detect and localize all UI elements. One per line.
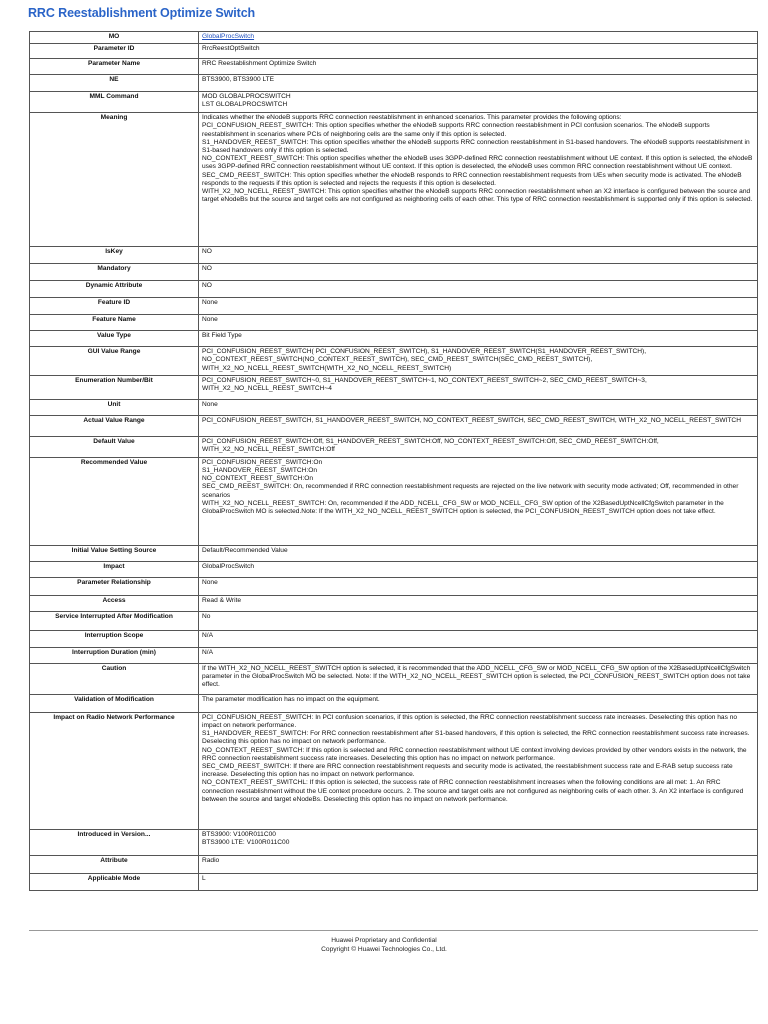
row-key-cell: Recommended Value <box>30 457 199 545</box>
row-key-cell: Caution <box>30 663 199 694</box>
row-value-text: S1_HANDOVER_REEST_SWITCH:On <box>202 467 318 475</box>
row-key-cell: Attribute <box>30 855 199 873</box>
row-key-cell: Feature Name <box>30 315 199 331</box>
row-value-cell <box>199 399 758 415</box>
row-value-text: NO_CONTEXT_REEST_SWITCH:On <box>202 475 314 483</box>
table-row <box>30 873 758 890</box>
row-value-cell <box>199 298 758 315</box>
row-key-cell: Service Interrupted After Modification <box>30 611 199 630</box>
row-value-text: RrcReestOptSwitch <box>202 45 260 53</box>
row-value-text: NO <box>202 282 212 290</box>
row-value-cell <box>199 595 758 611</box>
table-row <box>30 595 758 611</box>
row-value-text: PCI_CONFUSION_REEST_SWITCH:On <box>202 458 323 466</box>
row-value-cell <box>199 415 758 436</box>
table-row <box>30 577 758 595</box>
row-value-cell <box>199 577 758 595</box>
row-key-cell: Introduced in Version... <box>30 829 199 855</box>
mo-link[interactable]: GlobalProcSwitch <box>202 33 255 40</box>
row-value-cell <box>199 92 758 113</box>
row-value-cell <box>199 855 758 873</box>
row-value-text: PCI_CONFUSION_REEST_SWITCH~0, S1_HANDOVER_REEST_SWITCH~1, NO_CONTEXT_REEST_SWITCH~2, SEC_CMD_REEST_SWITCH~3, WITH_X2_NO_NCELL_REEST_SWITCH~4 <box>202 376 647 393</box>
row-value-cell <box>199 873 758 890</box>
row-value-text: BTS3900 LTE: V100R011C00 <box>202 839 290 847</box>
row-value-text: SEC_CMD_REEST_SWITCH: If there are RRC connection reestablishment requests and security mode is activated, the reestablishment success rate and E-RAB setup success rate increase. Deselecting this option has no impact on network performance. <box>202 763 733 779</box>
row-value-text: None <box>202 400 218 408</box>
row-value-text: Default/Recommended Value <box>202 546 288 554</box>
row-value-text: Radio <box>202 856 220 864</box>
row-value-cell <box>199 75 758 92</box>
table-row <box>30 561 758 577</box>
parameter-table <box>29 31 758 891</box>
table-row <box>30 663 758 694</box>
row-value-text: None <box>202 578 218 586</box>
row-key-cell: Access <box>30 595 199 611</box>
row-value-cell <box>199 545 758 561</box>
row-value-text: NO_CONTEXT_REEST_SWITCHL: If this option is selected, the success rate of RRC connection reestablishment increases when the following conditions are all met: 1. An RRC connection reestablishment without the UE context procedure occurs. 2. The source and target cells are not configured as neighboring cells of each other. 3. An X2 interface is configured between the source and target eNodeBs. Deselecting this option has no impact on network performance. <box>202 779 744 803</box>
table-row <box>30 630 758 647</box>
row-key-cell: Parameter Relationship <box>30 577 199 595</box>
row-value-cell <box>199 331 758 347</box>
row-value-text: The parameter modification has no impact on the equipment. <box>202 695 380 703</box>
row-value-text: S1_HANDOVER_REEST_SWITCH: This option specifies whether the eNodeB supports RRC connection reestablishment in S1-based handovers. The eNodeB supports reestablishment in S1-based handovers only if this option is selected. <box>202 138 750 155</box>
row-value-text: BTS3900: V100R011C00 <box>202 830 276 838</box>
row-value-text: PCI_CONFUSION_REEST_SWITCH( PCI_CONFUSION_REEST_SWITCH), S1_HANDOVER_REEST_SWITCH(S1_HANDOVER_REEST_SWITCH), NO_CONTEXT_REEST_SWITCH(NO_CONTEXT_REEST_SWITCH), SEC_CMD_REEST_SWITCH(SEC_CMD_REEST_SWITCH), WITH_X2_NO_NCELL_REEST_SWITCH(WITH_X2_NO_NCELL_REEST_SWITCH) <box>202 348 647 372</box>
table-row <box>30 32 758 44</box>
row-value-text: NO <box>202 265 212 273</box>
table-row <box>30 44 758 59</box>
row-value-cell <box>199 712 758 829</box>
row-value-text: LST GLOBALPROCSWITCH <box>202 101 288 109</box>
row-key-cell: Mandatory <box>30 264 199 281</box>
table-row <box>30 457 758 545</box>
table-row <box>30 545 758 561</box>
row-key-cell: Impact on Radio Network Performance <box>30 712 199 829</box>
table-row <box>30 315 758 331</box>
row-key-cell: MML Command <box>30 92 199 113</box>
row-key-cell: Unit <box>30 399 199 415</box>
row-value-text: BTS3900, BTS3900 LTE <box>202 76 275 84</box>
row-value-cell <box>199 113 758 247</box>
row-key-cell: Parameter Name <box>30 59 199 75</box>
table-row <box>30 331 758 347</box>
table-row <box>30 113 758 247</box>
row-value-text: None <box>202 299 218 307</box>
row-key-cell: Interruption Scope <box>30 630 199 647</box>
row-value-cell <box>199 32 758 44</box>
row-value-cell <box>199 281 758 298</box>
table-row <box>30 399 758 415</box>
row-value-text: N/A <box>202 631 213 639</box>
footer-divider <box>29 930 758 931</box>
row-value-text: If the WITH_X2_NO_NCELL_REEST_SWITCH option is selected, it is recommended that the ADD_NCELL_CFG_SW or MOD_NCELL_CFG_SW option of the X2BasedUptNcellCfgSwitch parameter in the GlobalProcSwitch MO be selected. Note: If the WITH_X2_NO_NCELL_REEST_SWITCH option is selected, the PCI_CONFUSION_REEST_SWITCH option does not take effect. <box>202 664 751 689</box>
table-row <box>30 855 758 873</box>
row-value-cell <box>199 59 758 75</box>
row-value-cell <box>199 247 758 264</box>
table-row <box>30 298 758 315</box>
row-key-cell: Validation of Modification <box>30 694 199 712</box>
row-value-cell <box>199 829 758 855</box>
row-key-cell: IsKey <box>30 247 199 264</box>
row-value-text: NO_CONTEXT_REEST_SWITCH: If this option is selected and RRC connection reestablishment without UE context involving devices provided by other vendors exists in the network, the RRC connection reestablishment success rate increases. Deselecting this option has no impact on network performance. <box>202 746 747 762</box>
row-value-cell <box>199 611 758 630</box>
row-key-cell: MO <box>30 32 199 44</box>
row-value-text: WITH_X2_NO_NCELL_REEST_SWITCH: On, recommended if the ADD_NCELL_CFG_SW or MOD_NCELL_CFG_SW option of the X2BasedUptNcellCfgSwitch parameter in the GlobalProcSwitch MO is selected.Note: If the WITH_X2_NO_NCELL_REEST_SWITCH option is selected, the PCI_CONFUSION_REEST_SWITCH option does not take effect. <box>202 499 724 516</box>
table-row <box>30 375 758 399</box>
table-row <box>30 829 758 855</box>
row-key-cell: Meaning <box>30 113 199 247</box>
parameter-table-body <box>30 32 758 891</box>
row-value-cell <box>199 375 758 399</box>
table-row <box>30 611 758 630</box>
table-row <box>30 75 758 92</box>
table-row <box>30 264 758 281</box>
table-row <box>30 59 758 75</box>
table-row <box>30 712 758 829</box>
row-value-text: No <box>202 612 211 620</box>
table-row <box>30 694 758 712</box>
row-value-cell <box>199 457 758 545</box>
row-value-text: N/A <box>202 648 213 656</box>
row-value-text: MOD GLOBALPROCSWITCH <box>202 93 291 101</box>
row-key-cell: Default Value <box>30 436 199 457</box>
row-value-text: PCI_CONFUSION_REEST_SWITCH, S1_HANDOVER_REEST_SWITCH, NO_CONTEXT_REEST_SWITCH, SEC_CMD_REEST_SWITCH, WITH_X2_NO_NCELL_REEST_SWITCH <box>202 416 741 424</box>
row-value-text: PCI_CONFUSION_REEST_SWITCH: This option specifies whether the eNodeB supports RRC connection reestablishment in PCI confusion scenarios. The eNodeB supports reestablishment in scenarios where PCIs of neighboring cells are the same only if this option is selected. <box>202 122 710 138</box>
row-key-cell: Feature ID <box>30 298 199 315</box>
row-value-text: Indicates whether the eNodeB supports RRC connection reestablishment in enhanced scenarios. This parameter provides the following options: <box>202 114 622 122</box>
row-key-cell: Impact <box>30 561 199 577</box>
row-value-text: PCI_CONFUSION_REEST_SWITCH: In PCI confusion scenarios, if this option is selected, the RRC connection reestablishment success rate increases. Deselecting this option has no impact on network performance. <box>202 713 738 730</box>
row-key-cell: Actual Value Range <box>30 415 199 436</box>
row-key-cell: GUI Value Range <box>30 347 199 376</box>
row-value-cell <box>199 264 758 281</box>
table-row <box>30 281 758 298</box>
footer-proprietary: Huawei Proprietary and Confidential <box>331 937 437 944</box>
row-value-cell <box>199 347 758 376</box>
row-value-text: L <box>202 874 206 882</box>
row-value-text: NO_CONTEXT_REEST_SWITCH: This option specifies whether the eNodeB uses 3GPP-defined RRC connection reestablishment without UE context. If this option is selected, the eNodeB uses 3GPP-defined RRC connection reestablishment without UE context. If this option is deselected, the eNodeB uses common RRC connection reestablishment without UE context. <box>202 155 753 171</box>
row-value-cell <box>199 44 758 59</box>
table-row <box>30 347 758 376</box>
row-value-text: SEC_CMD_REEST_SWITCH: This option specifies whether the eNodeB responds to RRC connection reestablishment requests from UEs when security mode is activated. The eNodeB responds to the requests if this option is selected and rejects the requests if this option is deselected. <box>202 171 742 187</box>
row-key-cell: NE <box>30 75 199 92</box>
table-row <box>30 415 758 436</box>
row-key-cell: Enumeration Number/Bit <box>30 375 199 399</box>
row-key-cell: Parameter ID <box>30 44 199 59</box>
row-value-text: Bit Field Type <box>202 332 242 340</box>
row-value-text: S1_HANDOVER_REEST_SWITCH: For RRC connection reestablishment after S1-based handovers, if this option is selected, the RRC connection reestablishment success rate increases. Deselecting this option has no impact on network performance. <box>202 730 750 746</box>
row-value-cell <box>199 315 758 331</box>
row-value-cell <box>199 561 758 577</box>
page-title: RRC Reestablishment Optimize Switch <box>28 6 256 20</box>
row-key-cell: Applicable Mode <box>30 873 199 890</box>
row-value-cell <box>199 630 758 647</box>
table-row <box>30 92 758 113</box>
row-value-text: None <box>202 316 218 324</box>
row-value-cell <box>199 436 758 457</box>
row-value-cell <box>199 663 758 694</box>
table-row <box>30 647 758 663</box>
row-value-text: RRC Reestablishment Optimize Switch <box>202 60 317 68</box>
row-key-cell: Dynamic Attribute <box>30 281 199 298</box>
row-key-cell: Value Type <box>30 331 199 347</box>
footer-copyright: Copyright © Huawei Technologies Co., Ltd. <box>321 946 447 953</box>
row-value-text: SEC_CMD_REEST_SWITCH: On, recommended if RRC connection reestablishment requests are rejected on the live network with security mode activated; Off, recommended in other scenarios <box>202 483 739 499</box>
row-value-text: NO <box>202 248 212 256</box>
row-value-text: Read & Write <box>202 596 242 604</box>
row-value-text: PCI_CONFUSION_REEST_SWITCH:Off, S1_HANDOVER_REEST_SWITCH:Off, NO_CONTEXT_REEST_SWITCH:Off, SEC_CMD_REEST_SWITCH:Off, WITH_X2_NO_NCELL_REEST_SWITCH:Off <box>202 437 659 454</box>
table-row <box>30 247 758 264</box>
table-row <box>30 436 758 457</box>
row-key-cell: Interruption Duration (min) <box>30 647 199 663</box>
row-value-cell <box>199 647 758 663</box>
row-value-text: WITH_X2_NO_NCELL_REEST_SWITCH: This option specifies whether the eNodeB supports RRC connection reestablishment when an X2 interface is configured between the source and target eNodeBs but the source and target cells are not configured as neighboring cells of each other. This type of RRC connection reestablishment is supported only if this option is selected. <box>202 188 753 204</box>
row-key-cell: Initial Value Setting Source <box>30 545 199 561</box>
row-value-text: GlobalProcSwitch <box>202 562 255 570</box>
row-value-cell <box>199 694 758 712</box>
